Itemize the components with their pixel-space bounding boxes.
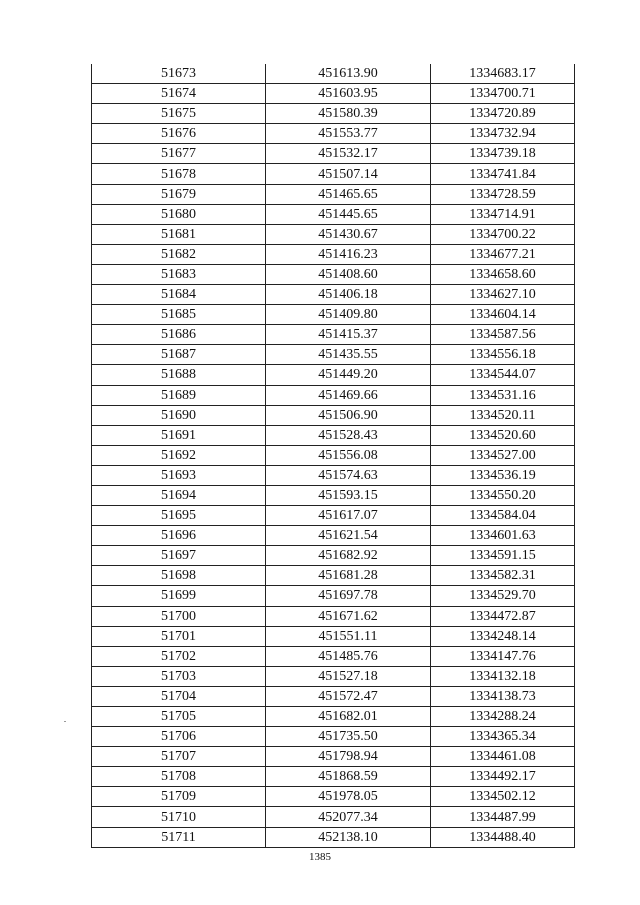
- y-coordinate-cell: 1334138.73: [431, 686, 575, 706]
- y-coordinate-cell: 1334728.59: [431, 184, 575, 204]
- table-row: [92, 787, 575, 807]
- point-id-cell: 51682: [92, 244, 266, 264]
- table-row: [92, 345, 575, 365]
- point-id-cell: 51698: [92, 566, 266, 586]
- table-row: [92, 305, 575, 325]
- x-coordinate-cell: 452077.34: [266, 807, 431, 827]
- x-coordinate-cell: 451553.77: [266, 124, 431, 144]
- y-coordinate-cell: 1334741.84: [431, 164, 575, 184]
- x-coordinate-cell: 451682.92: [266, 546, 431, 566]
- y-coordinate-cell: 1334739.18: [431, 144, 575, 164]
- point-id-cell: 51708: [92, 767, 266, 787]
- table-row: [92, 204, 575, 224]
- table-row: [92, 224, 575, 244]
- table-row: [92, 526, 575, 546]
- point-id-cell: 51706: [92, 727, 266, 747]
- point-id-cell: 51699: [92, 586, 266, 606]
- x-coordinate-cell: 451551.11: [266, 626, 431, 646]
- table-row: [92, 184, 575, 204]
- x-coordinate-cell: 451682.01: [266, 707, 431, 727]
- y-coordinate-cell: 1334520.11: [431, 405, 575, 425]
- point-id-cell: 51673: [92, 64, 266, 84]
- x-coordinate-cell: 451574.63: [266, 465, 431, 485]
- point-id-cell: 51705: [92, 707, 266, 727]
- y-coordinate-cell: 1334147.76: [431, 646, 575, 666]
- table-row: [92, 807, 575, 827]
- y-coordinate-cell: 1334582.31: [431, 566, 575, 586]
- coordinate-table-body: [92, 64, 575, 847]
- point-id-cell: 51689: [92, 385, 266, 405]
- y-coordinate-cell: 1334591.15: [431, 546, 575, 566]
- y-coordinate-cell: 1334502.12: [431, 787, 575, 807]
- x-coordinate-cell: 451465.65: [266, 184, 431, 204]
- table-row: [92, 104, 575, 124]
- table-row: [92, 707, 575, 727]
- table-row: [92, 264, 575, 284]
- table-row: [92, 244, 575, 264]
- y-coordinate-cell: 1334627.10: [431, 285, 575, 305]
- y-coordinate-cell: 1334700.22: [431, 224, 575, 244]
- point-id-cell: 51701: [92, 626, 266, 646]
- point-id-cell: 51696: [92, 526, 266, 546]
- x-coordinate-cell: 451868.59: [266, 767, 431, 787]
- y-coordinate-cell: 1334488.40: [431, 827, 575, 847]
- point-id-cell: 51683: [92, 264, 266, 284]
- table-row: [92, 686, 575, 706]
- x-coordinate-cell: 451527.18: [266, 666, 431, 686]
- table-row: [92, 506, 575, 526]
- x-coordinate-cell: 451408.60: [266, 264, 431, 284]
- y-coordinate-cell: 1334714.91: [431, 204, 575, 224]
- y-coordinate-cell: 1334587.56: [431, 325, 575, 345]
- y-coordinate-cell: 1334520.60: [431, 425, 575, 445]
- scan-speck: [64, 721, 66, 722]
- table-row: [92, 144, 575, 164]
- y-coordinate-cell: 1334601.63: [431, 526, 575, 546]
- x-coordinate-cell: 451469.66: [266, 385, 431, 405]
- coordinate-table: [91, 64, 575, 848]
- y-coordinate-cell: 1334288.24: [431, 707, 575, 727]
- y-coordinate-cell: 1334461.08: [431, 747, 575, 767]
- x-coordinate-cell: 451406.18: [266, 285, 431, 305]
- point-id-cell: 51694: [92, 485, 266, 505]
- point-id-cell: 51711: [92, 827, 266, 847]
- table-row: [92, 586, 575, 606]
- table-row: [92, 84, 575, 104]
- point-id-cell: 51678: [92, 164, 266, 184]
- y-coordinate-cell: 1334700.71: [431, 84, 575, 104]
- point-id-cell: 51692: [92, 445, 266, 465]
- y-coordinate-cell: 1334365.34: [431, 727, 575, 747]
- y-coordinate-cell: 1334732.94: [431, 124, 575, 144]
- x-coordinate-cell: 451445.65: [266, 204, 431, 224]
- point-id-cell: 51691: [92, 425, 266, 445]
- table-row: [92, 164, 575, 184]
- x-coordinate-cell: 451671.62: [266, 606, 431, 626]
- table-row: [92, 566, 575, 586]
- point-id-cell: 51707: [92, 747, 266, 767]
- x-coordinate-cell: 451603.95: [266, 84, 431, 104]
- point-id-cell: 51697: [92, 546, 266, 566]
- point-id-cell: 51688: [92, 365, 266, 385]
- x-coordinate-cell: 451580.39: [266, 104, 431, 124]
- table-row: [92, 64, 575, 84]
- point-id-cell: 51680: [92, 204, 266, 224]
- x-coordinate-cell: 451532.17: [266, 144, 431, 164]
- point-id-cell: 51702: [92, 646, 266, 666]
- point-id-cell: 51684: [92, 285, 266, 305]
- y-coordinate-cell: 1334556.18: [431, 345, 575, 365]
- x-coordinate-cell: 451430.67: [266, 224, 431, 244]
- point-id-cell: 51700: [92, 606, 266, 626]
- table-row: [92, 546, 575, 566]
- table-row: [92, 626, 575, 646]
- y-coordinate-cell: 1334677.21: [431, 244, 575, 264]
- x-coordinate-cell: 451978.05: [266, 787, 431, 807]
- point-id-cell: 51687: [92, 345, 266, 365]
- y-coordinate-cell: 1334529.70: [431, 586, 575, 606]
- x-coordinate-cell: 451798.94: [266, 747, 431, 767]
- x-coordinate-cell: 451506.90: [266, 405, 431, 425]
- table-row: [92, 747, 575, 767]
- point-id-cell: 51685: [92, 305, 266, 325]
- y-coordinate-cell: 1334550.20: [431, 485, 575, 505]
- y-coordinate-cell: 1334487.99: [431, 807, 575, 827]
- x-coordinate-cell: 451613.90: [266, 64, 431, 84]
- point-id-cell: 51679: [92, 184, 266, 204]
- point-id-cell: 51693: [92, 465, 266, 485]
- y-coordinate-cell: 1334536.19: [431, 465, 575, 485]
- table-row: [92, 727, 575, 747]
- table-row: [92, 325, 575, 345]
- table-row: [92, 767, 575, 787]
- x-coordinate-cell: 452138.10: [266, 827, 431, 847]
- table-row: [92, 827, 575, 847]
- x-coordinate-cell: 451556.08: [266, 445, 431, 465]
- x-coordinate-cell: 451449.20: [266, 365, 431, 385]
- y-coordinate-cell: 1334683.17: [431, 64, 575, 84]
- x-coordinate-cell: 451415.37: [266, 325, 431, 345]
- y-coordinate-cell: 1334248.14: [431, 626, 575, 646]
- table-row: [92, 385, 575, 405]
- point-id-cell: 51676: [92, 124, 266, 144]
- y-coordinate-cell: 1334658.60: [431, 264, 575, 284]
- y-coordinate-cell: 1334492.17: [431, 767, 575, 787]
- table-row: [92, 485, 575, 505]
- y-coordinate-cell: 1334544.07: [431, 365, 575, 385]
- y-coordinate-cell: 1334584.04: [431, 506, 575, 526]
- page-number: 1385: [309, 851, 331, 863]
- x-coordinate-cell: 451435.55: [266, 345, 431, 365]
- table-row: [92, 124, 575, 144]
- point-id-cell: 51703: [92, 666, 266, 686]
- table-row: [92, 666, 575, 686]
- y-coordinate-cell: 1334720.89: [431, 104, 575, 124]
- x-coordinate-cell: 451507.14: [266, 164, 431, 184]
- table-row: [92, 405, 575, 425]
- y-coordinate-cell: 1334531.16: [431, 385, 575, 405]
- x-coordinate-cell: 451528.43: [266, 425, 431, 445]
- y-coordinate-cell: 1334472.87: [431, 606, 575, 626]
- table-row: [92, 465, 575, 485]
- point-id-cell: 51686: [92, 325, 266, 345]
- point-id-cell: 51695: [92, 506, 266, 526]
- x-coordinate-cell: 451735.50: [266, 727, 431, 747]
- y-coordinate-cell: 1334527.00: [431, 445, 575, 465]
- x-coordinate-cell: 451572.47: [266, 686, 431, 706]
- point-id-cell: 51674: [92, 84, 266, 104]
- table-row: [92, 285, 575, 305]
- y-coordinate-cell: 1334604.14: [431, 305, 575, 325]
- point-id-cell: 51690: [92, 405, 266, 425]
- x-coordinate-cell: 451593.15: [266, 485, 431, 505]
- point-id-cell: 51709: [92, 787, 266, 807]
- table-row: [92, 606, 575, 626]
- point-id-cell: 51710: [92, 807, 266, 827]
- point-id-cell: 51704: [92, 686, 266, 706]
- point-id-cell: 51675: [92, 104, 266, 124]
- x-coordinate-cell: 451621.54: [266, 526, 431, 546]
- x-coordinate-cell: 451416.23: [266, 244, 431, 264]
- x-coordinate-cell: 451681.28: [266, 566, 431, 586]
- x-coordinate-cell: 451409.80: [266, 305, 431, 325]
- x-coordinate-cell: 451485.76: [266, 646, 431, 666]
- x-coordinate-cell: 451617.07: [266, 506, 431, 526]
- y-coordinate-cell: 1334132.18: [431, 666, 575, 686]
- table-row: [92, 365, 575, 385]
- x-coordinate-cell: 451697.78: [266, 586, 431, 606]
- table-row: [92, 445, 575, 465]
- table-row: [92, 425, 575, 445]
- point-id-cell: 51677: [92, 144, 266, 164]
- table-row: [92, 646, 575, 666]
- point-id-cell: 51681: [92, 224, 266, 244]
